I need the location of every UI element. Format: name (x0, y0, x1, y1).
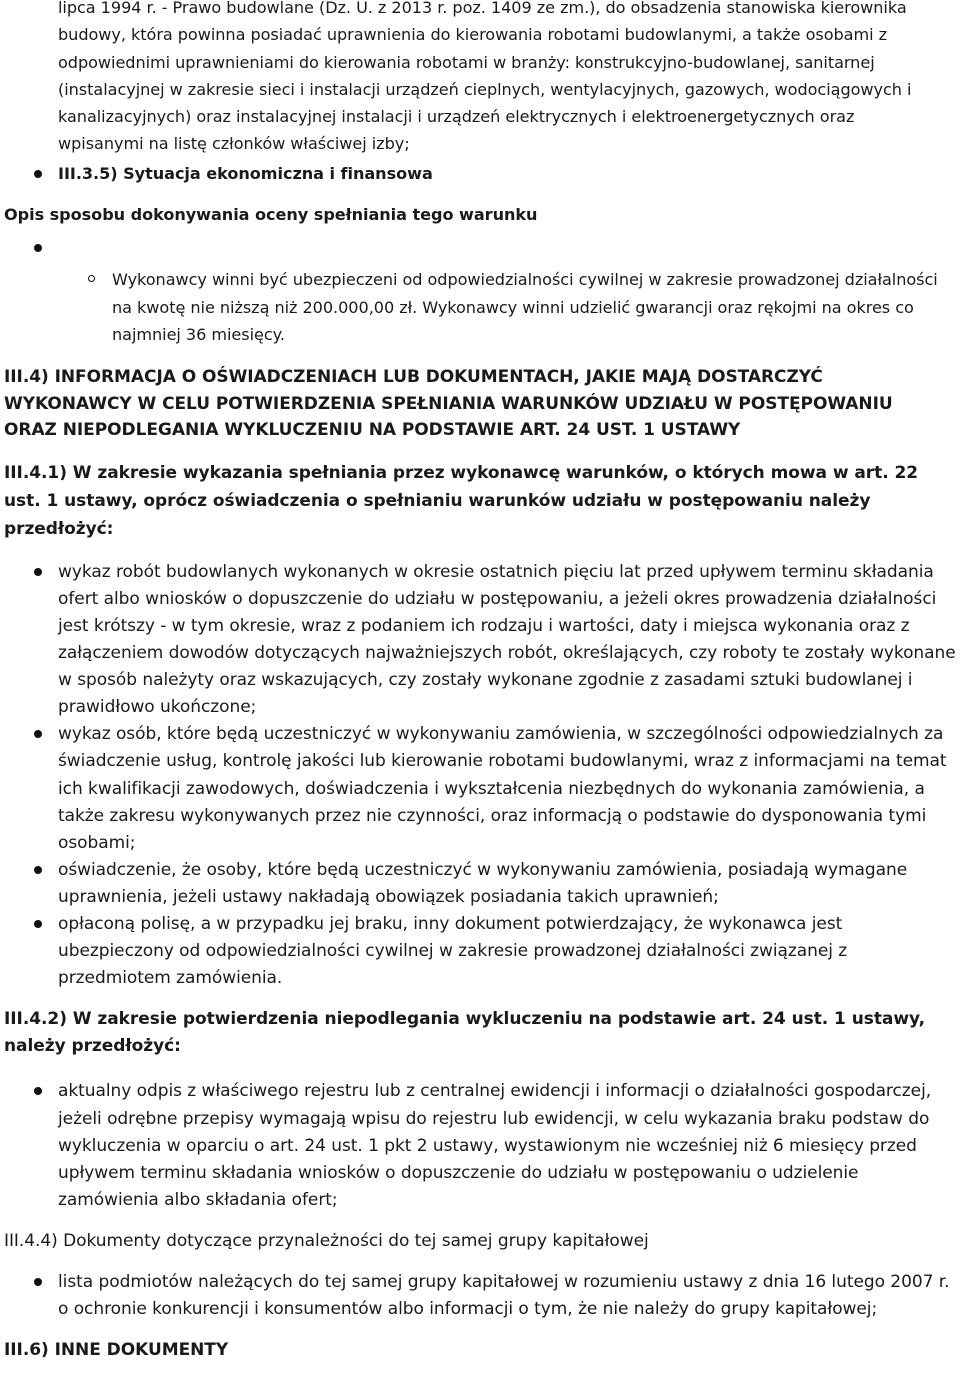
list-item-text: wykaz osób, które będą uczestniczyć w wykonywaniu zamówienia, w szczególności odpowiedzialnych za świadczenie usług, kontrolę jakości lub kierowanie robotami budowlanymi, wraz z informacjami na temat ich kwalifikacji zawodowych, doświadczenia i wykształcenia niezbędnych do wykonania zamówienia, a także zakresu wykonywanych przez nie czynności, oraz informacją o podstawie do dysponowania tymi osobami; (58, 724, 947, 853)
bullet-icon (34, 1278, 42, 1286)
bullet-icon (34, 244, 42, 252)
list-item (58, 240, 960, 260)
bullet-icon (34, 1087, 42, 1095)
list-344 (0, 1269, 960, 1323)
list-item-text: oświadczenie, że osoby, które będą uczestniczyć w wykonywaniu zamówienia, posiadają wymagane uprawnienia, jeżeli ustawy nakładają obowiązek posiadania takich uprawnień; (58, 859, 908, 907)
section-344-heading: III.4.4) Dokumenty dotyczące przynależności do tej samej grupy kapitałowej (4, 1230, 649, 1251)
list-item (58, 1269, 956, 1323)
list-341 (0, 559, 960, 993)
section-34-heading: III.4) INFORMACJA O OŚWIADCZENIACH LUB DOKUMENTACH, JAKIE MAJĄ DOSTARCZYĆ WYKONAWCY W CELU POTWIERDZENIA SPEŁNIANIA WARUNKÓW UDZIAŁU W POSTĘPOWANIU ORAZ NIEPODLEGANIA WYKLUCZENIU NA PODSTAWIE ART. 24 UST. 1 USTAWY (4, 367, 893, 441)
insurance-text: Wykonawcy winni być ubezpieczeni od odpowiedzialności cywilnej w zakresie prowadzonej działalności na kwotę nie niższą niż 200.000,00 zł. Wykonawcy winni udzielić gwarancji oraz rękojmi na okres co najmniej 36 miesięcy. (112, 270, 938, 344)
list-item-text: opłaconą polisę, a w przypadku jej braku, inny dokument potwierdzający, że wykonawca jest ubezpieczony od odpowiedzialności cywilnej w zakresie prowadzonej działalności związanej z przedmiotem zamówienia. (58, 913, 848, 989)
section-341-heading: III.4.1) W zakresie wykazania spełniania przez wykonawcę warunków, o których mowa w art. 22 ust. 1 ustawy, oprócz oświadczenia o spełnianiu warunków udziału w postępowaniu należy przedłożyć: (4, 462, 919, 539)
opis-outer-list (0, 240, 960, 260)
list-item (58, 559, 956, 722)
list-item (112, 266, 950, 348)
bullet-icon (34, 730, 42, 738)
bullet-icon (34, 170, 42, 178)
bullet-icon (34, 920, 42, 928)
list-item (58, 911, 956, 992)
top-paragraph: lipca 1994 r. - Prawo budowlane (Dz. U. z 2013 r. poz. 1409 ze zm.), do obsadzenia stanowiska kierownika budowy, która powinna posiadać uprawnienia do kierowania robotami budowlanymi, a także osobami z odpowiednimi uprawnieniami do kierowania robotami w branży: konstrukcyjno-budowlanej, sanitarnej (instalacyjnej w zakresie sieci i instalacji urządzeń cieplnych, wentylacyjnych, gazowych, wodociągowych i kanalizacyjnych) oraz instalacyjnej instalacji i urządzeń elektrycznych i elektroenergetycznych oraz wpisanymi na listę członków właściwej izby; (58, 0, 912, 154)
bullet-icon (34, 866, 42, 874)
section-335-list (0, 160, 960, 187)
circle-bullet-icon (88, 275, 95, 282)
list-item (58, 857, 956, 911)
list-item (58, 1078, 956, 1213)
list-item (58, 721, 956, 856)
section-36-heading: III.6) INNE DOKUMENTY (4, 1340, 229, 1361)
list-item-text: aktualny odpis z właściwego rejestru lub z centralnej ewidencji i informacji o działalności gospodarczej, jeżeli odrębne przepisy wymagają wpisu do rejestru lub ewidencji, w celu wykazania braku podstaw do wykluczenia w oparciu o art. 24 ust. 1 pkt 2 ustawy, wystawionym nie wcześniej niż 6 miesięcy przed upływem terminu składania wniosków o dopuszczenie do udziału w postępowaniu o udzielenie zamówienia albo składania ofert; (58, 1081, 932, 1210)
bullet-icon (34, 568, 42, 576)
list-item-text: lista podmiotów należących do tej samej grupy kapitałowej w rozumieniu ustawy z dnia 16 lutego 2007 r. o ochronie konkurencji i konsumentów albo informacji o tym, że nie należy do grupy kapitałowej; (58, 1272, 950, 1320)
opis-inner-list (0, 266, 960, 348)
section-335-heading: III.3.5) Sytuacja ekonomiczna i finansowa (58, 163, 433, 183)
list-item (58, 160, 960, 187)
list-342 (0, 1078, 960, 1213)
section-342-heading: III.4.2) W zakresie potwierdzenia niepodlegania wykluczeniu na podstawie art. 24 ust. 1 ustawy, należy przedłożyć: (4, 1009, 926, 1057)
list-item-text: wykaz robót budowlanych wykonanych w okresie ostatnich pięciu lat przed upływem terminu składania ofert albo wniosków o dopuszczenie do udziału w postępowaniu, a jeżeli okres prowadzenia działalności jest krótszy - w tym okresie, wraz z podaniem ich rodzaju i wartości, daty i miejsca wykonania oraz z załączeniem dowodów dotyczących najważniejszych robót, określających, czy roboty te zostały wykonane w sposób należyty oraz wskazujących, czy zostały wykonane zgodnie z zasadami sztuki budowlanej i prawidłowo ukończone; (58, 561, 956, 718)
opis-heading: Opis sposobu dokonywania oceny spełniania tego warunku (4, 205, 538, 225)
